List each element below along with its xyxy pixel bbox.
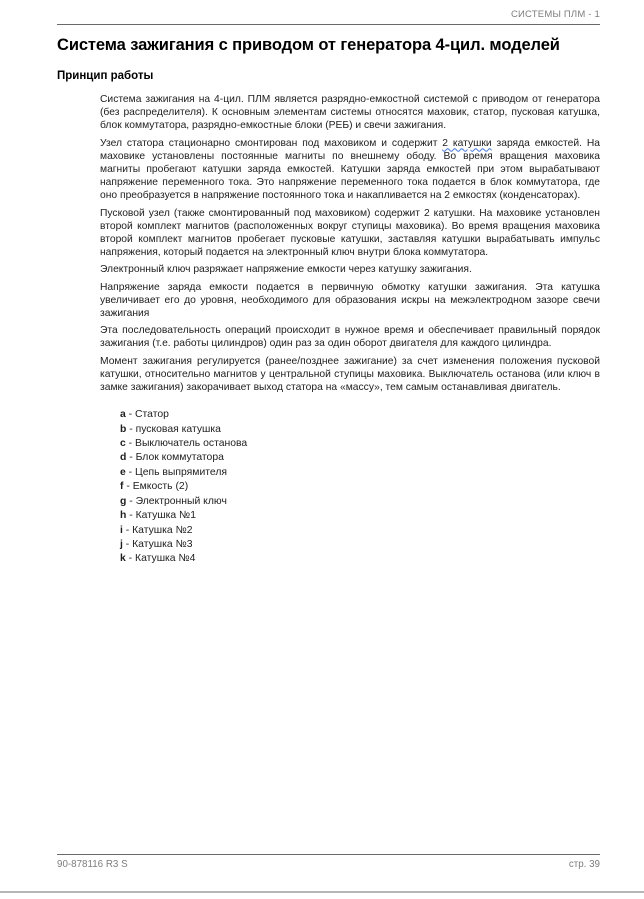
legend-letter: f [120,481,124,493]
paragraph-1: Система зажигания на 4-цил. ПЛМ является разрядно-емкостной системой с приводом от генератора (без распределителя). К основным элементам системы относятся маховик, статор, пусковая катушка, блок коммутатора, разрядно-емкостные блоки (РЕБ) и свечи зажигания. [100,94,600,132]
legend-label: Статор [135,409,169,421]
legend-label: Блок коммутатора [135,452,224,464]
legend-label: Катушка №4 [135,553,196,565]
section-heading: Принцип работы [57,70,154,82]
paragraph-5: Напряжение заряда емкости подается в первичную обмотку катушки зажигания. Эта катушка увеличивает его до уровня, необходимого для образования искры на межэлектродном зазоре свечи зажигания [100,281,600,320]
page-title: Система зажигания с приводом от генератора 4-цил. моделей [57,36,560,54]
legend-separator: - [125,409,136,421]
legend-separator: - [123,481,133,493]
page-number: стр. 39 [568,859,600,870]
legend-item [120,466,600,480]
paragraph-6: Эта последовательность операций происходит в нужное время и обеспечивает правильный порядок зажигания (т.е. работы цилиндров) один раз за один оборот двигателя для каждого цилиндра. [100,325,600,350]
paragraph-7: Момент зажигания регулируется (ранее/позднее зажигание) за счет изменения положения пусковой катушки, относительно магнитов у центральной ступицы маховика. Выключатель останова (или ключ в замке зажигания) закорачивает выход статора на «массу», тем самым останавливая двигатель. [100,355,600,394]
legend-label: пусковая катушка [135,423,221,435]
legend-separator: - [125,553,136,565]
legend-item [120,423,600,437]
paragraph-4: Электронный ключ разряжает напряжение емкости через катушку зажигания. [100,264,472,276]
legend-separator: - [122,538,133,550]
legend-label: Емкость (2) [132,481,189,493]
legend-label: Катушка №3 [132,538,193,550]
legend-label: Катушка №2 [132,524,193,536]
legend-item [120,495,600,509]
legend-letter: k [120,553,126,565]
legend-letter: e [120,466,126,478]
legend-item [120,524,600,538]
legend-letter: h [120,510,127,522]
legend-item [120,552,600,566]
legend-item [120,480,600,494]
running-header: СИСТЕМЫ ПЛМ - 1 [57,0,600,25]
legend-label: Цепь выпрямителя [135,466,228,478]
legend-letter: c [120,438,126,450]
legend-separator: - [126,510,136,522]
legend-separator: - [126,452,136,464]
legend-item [120,437,600,451]
legend-letter: j [120,538,123,550]
legend-label: Электронный ключ [135,495,227,507]
legend-label: Выключатель останова [135,438,248,450]
page-bottom-edge [0,891,644,893]
paragraph-2-text-after: заряда емкостей. На маховике установлены постоянные магниты по внешнему ободу. Во время вращения маховика магниты пробегают катушки заряда емкостей. Катушки заряда емкостей при этом вырабатывают напряжение переменного тока. Это напряжение переменного тока подается в блок коммутатора, где оно преобразуется в напряжение постоянного тока и накапливается на 2 емкостях (конденсаторах). [100,137,600,202]
body-text [100,93,600,394]
legend-item [120,509,600,523]
legend-letter: b [120,423,127,435]
legend-separator: - [122,524,133,536]
legend-separator: - [125,438,136,450]
grammar-flagged-text: 2 катушки [442,137,492,149]
legend-letter: i [120,524,123,536]
legend-separator: - [125,466,136,478]
legend-item [120,538,600,552]
figure-legend [120,408,600,566]
paragraph-3: Пусковой узел (также смонтированный под маховиком) содержит 2 катушки. На маховике установлен второй комплект магнитов (расположенных вокруг ступицы маховика). Во время вращения маховика второй комплект магнитов пробегает пусковые катушки, заставляя катушки вырабатывать импульс напряжения, который подается на электронный ключ внутри блока коммутатора. [100,207,600,259]
paragraph-2 [100,137,600,203]
legend-label: Катушка №1 [135,510,196,522]
legend-letter: a [120,409,126,421]
page-footer [57,854,600,870]
legend-separator: - [126,495,136,507]
legend-item [120,451,600,465]
legend-letter: g [120,495,127,507]
legend-letter: d [120,452,127,464]
legend-separator: - [126,423,136,435]
legend-item [120,408,600,422]
paragraph-2-text-before: Узел статора стационарно смонтирован под маховиком и содержит [100,137,443,149]
document-number: 90-878116 R3 S [57,859,128,870]
